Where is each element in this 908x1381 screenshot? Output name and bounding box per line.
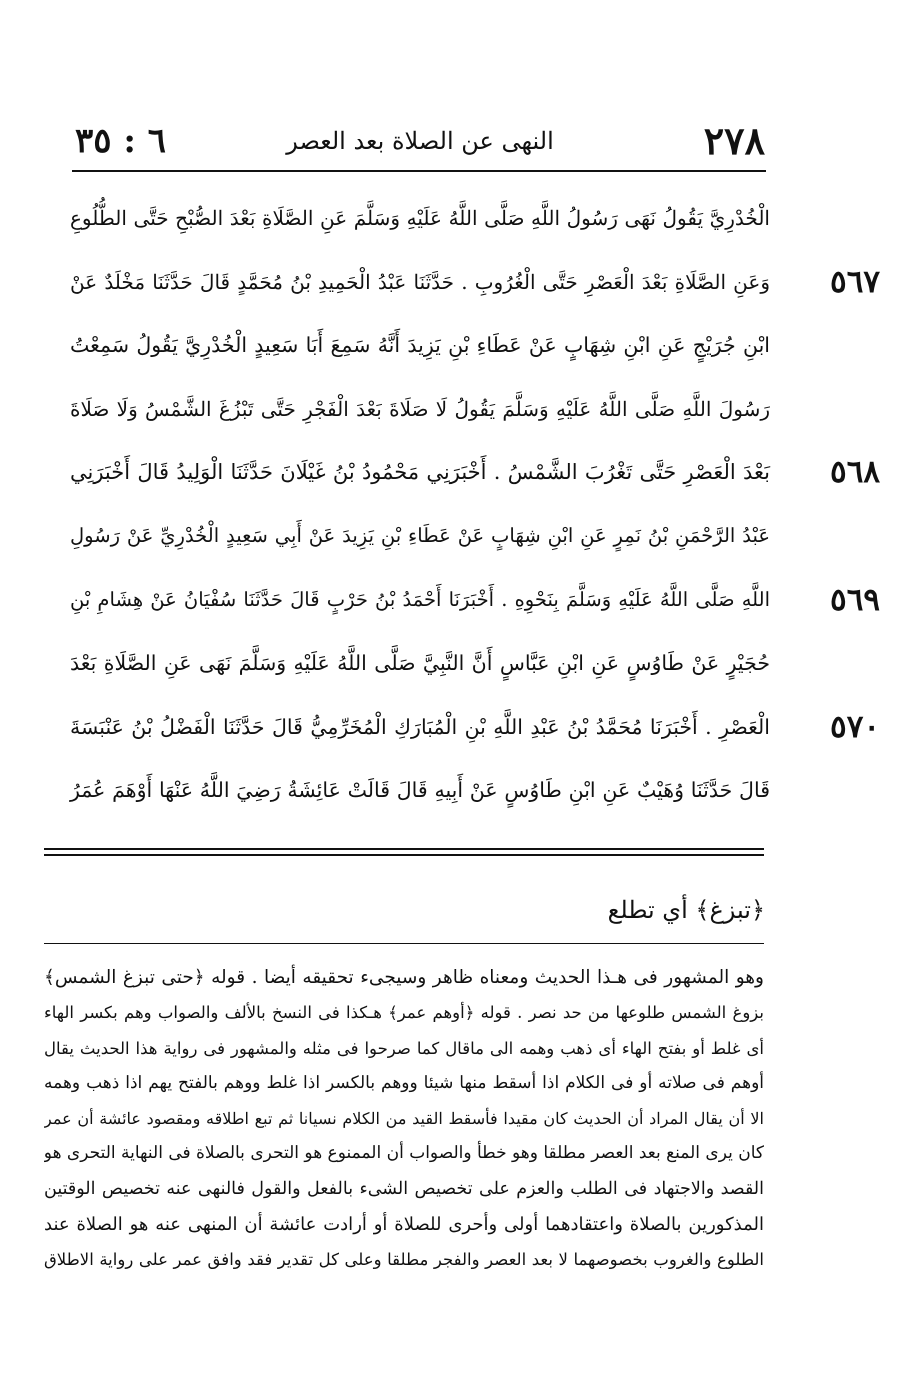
commentary-footnotes — [44, 960, 764, 1278]
footnote-line: كان يرى المنع بعد العصر مطلقا وهو خطأ والصواب أن الممنوع هو التحرى بالصلاة فى النهاية التحرى هو — [44, 1143, 764, 1164]
footnote-line: وهو المشهور فى هـذا الحديث ومعناه ظاهر وسيجىء تحقيقه أيضا . قوله ﴿حتى تبزغ الشمس﴾ — [44, 967, 764, 988]
word-gloss: ﴿تبزغ﴾ أي تطلع — [607, 896, 765, 924]
text-line-content: الْعَصْرِ . أَخْبَرَنَا مُحَمَّدُ بْنُ عَبْدِ اللَّهِ بْنِ الْمُبَارَكِ الْمُخَرِّمِيُّ قَالَ حَدَّثَنَا الْفَضْلُ بْنُ عَنْبَسَةَ — [70, 714, 770, 739]
double-divider — [44, 848, 764, 856]
footnote-line: أى غلط أو بفتح الهاء أى ذهب وهمه الى ماقال كما صرحوا فى مثله والمشهور فى رواية هذا الحديث يقال — [44, 1038, 764, 1058]
text-line — [70, 377, 770, 441]
text-line — [70, 313, 770, 377]
footnote-line: أوهم فى صلاته أو فى الكلام اذا أسقط منها شيئا ووهم بالكسر اذا غلط ووهم بالفتح يهم اذا ذهب وهمه — [44, 1072, 764, 1093]
hadith-number: ٥٧٠ — [830, 708, 880, 745]
page-number: ٢٧٨ — [703, 118, 765, 163]
text-line-content: عَبْدُ الرَّحْمَنِ بْنُ نَمِرٍ عَنِ ابْنِ شِهَابٍ عَنْ عَطَاءِ بْنِ يَزِيدَ عَنْ أَبِي سَعِيدٍ الْخُدْرِيِّ عَنْ رَسُولِ — [70, 523, 770, 547]
header-divider — [72, 170, 766, 172]
text-line-content: ابْنِ جُرَيْجٍ عَنِ ابْنِ شِهَابٍ عَنْ عَطَاءِ بْنِ يَزِيدَ أَنَّهُ سَمِعَ أَبَا سَعِيدٍ الْخُدْرِيَّ يَقُولُ سَمِعْتُ — [70, 333, 770, 358]
text-line — [70, 440, 880, 504]
text-line — [70, 631, 770, 695]
hadith-number: ٥٦٨ — [830, 454, 880, 491]
text-line — [70, 504, 770, 568]
footnote-line: المذكورين بالصلاة واعتقادهما أولى وأحرى للصلاة أو أرادت عائشة أن المنهى عنه هو الصلاة عند — [44, 1214, 764, 1236]
footnote-divider — [44, 943, 764, 944]
text-line-content: حُجَيْرٍ عَنْ طَاوُسٍ عَنِ ابْنِ عَبَّاسٍ أَنَّ النَّبِيَّ صَلَّى اللَّهُ عَلَيْهِ وَسَلَّمَ نَهَى عَنِ الصَّلَاةِ بَعْدَ — [70, 651, 770, 676]
hadith-number: ٥٦٧ — [830, 263, 880, 300]
text-line — [70, 695, 880, 759]
text-line-content: رَسُولَ اللَّهِ صَلَّى اللَّهُ عَلَيْهِ وَسَلَّمَ يَقُولُ لَا صَلَاةَ بَعْدَ الْفَجْرِ حَتَّى تَبْزُغَ الشَّمْسُ وَلَا صَلَاةَ — [70, 396, 770, 421]
footnote-line: القصد والاجتهاد فى الطلب والعزم على تخصيص الشىء بالفعل والقول فالنهى عنه تخصيص الوقتين — [44, 1178, 764, 1199]
text-line — [70, 186, 770, 250]
text-line-content: اللَّهِ صَلَّى اللَّهُ عَلَيْهِ وَسَلَّمَ بِنَحْوِهِ . أَخْبَرَنَا أَحْمَدُ بْنُ حَرْبٍ قَالَ حَدَّثَنَا سُفْيَانُ عَنْ هِشَامِ بْنِ — [70, 587, 770, 611]
footnote-line: بزوغ الشمس طلوعها من حد نصر . قوله ﴿أوهم عمر﴾ هـكذا فى النسخ بالألف والصواب وهم بكسر الهاء — [44, 1003, 764, 1023]
text-line-content: الْخُدْرِيَّ يَقُولُ نَهَى رَسُولُ اللَّهِ صَلَّى اللَّهُ عَلَيْهِ وَسَلَّمَ عَنِ الصَّلَاةِ بَعْدَ الصُّبْحِ حَتَّى الطُّلُوعِ — [70, 206, 770, 230]
chapter-reference: ٦ : ٣٥ — [75, 121, 167, 161]
hadith-number: ٥٦٩ — [830, 581, 880, 618]
text-line — [70, 568, 880, 632]
hadith-text-block — [70, 186, 880, 822]
page-header — [75, 118, 765, 164]
text-line-content: قَالَ حَدَّثَنَا وُهَيْبٌ عَنِ ابْنِ طَاوُسٍ عَنْ أَبِيهِ قَالَ قَالَتْ عَائِشَةُ رَضِيَ اللَّهُ عَنْهَا أَوْهَمَ عُمَرُ — [70, 778, 770, 803]
chapter-title: النهى عن الصلاة بعد العصر — [286, 127, 554, 155]
footnote-line: الطلوع والغروب بخصوصهما لا بعد العصر والفجر مطلقا وعلى كل تقدير فقد وافق عمر على رواية الاطلاق — [44, 1250, 764, 1270]
text-line-content: وَعَنِ الصَّلَاةِ بَعْدَ الْعَصْرِ حَتَّى الْغُرُوبِ . حَدَّثَنَا عَبْدُ الْحَمِيدِ بْنُ مُحَمَّدٍ قَالَ حَدَّثَنَا مَخْلَدٌ عَنْ — [70, 269, 770, 294]
text-line — [70, 250, 880, 314]
footnote-line: الا أن يقال المراد أن الحديث كان مقيدا فأسقط القيد من الكلام نسيانا ثم تبع اطلاقه ومقصود عائشة أن عمر — [44, 1109, 764, 1129]
text-line-content: بَعْدَ الْعَصْرِ حَتَّى تَغْرُبَ الشَّمْسُ . أَخْبَرَنِي مَحْمُودُ بْنُ غَيْلَانَ حَدَّثَنَا الْوَلِيدُ قَالَ أَخْبَرَنِي — [70, 460, 770, 485]
text-line — [70, 758, 770, 822]
